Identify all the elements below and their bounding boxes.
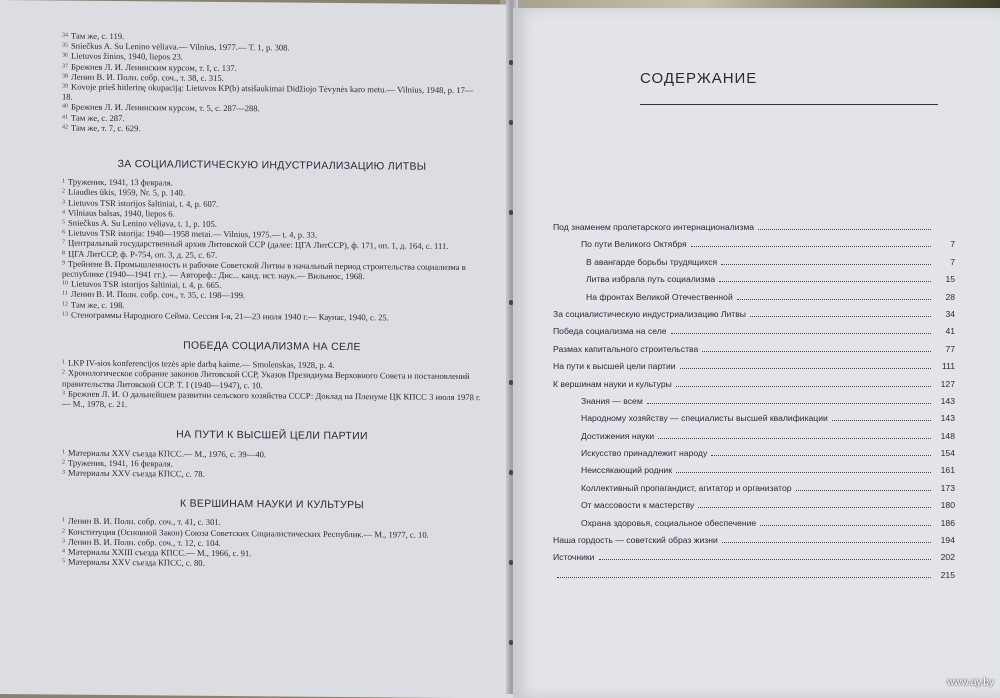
toc-leader bbox=[557, 570, 931, 578]
toc-leader bbox=[658, 431, 931, 439]
endnote-number: 8 bbox=[62, 250, 65, 257]
endnote-number: 2 bbox=[62, 528, 65, 535]
toc-entry bbox=[553, 483, 955, 500]
endnote-number: 2 bbox=[62, 459, 65, 466]
endnote-number: 3 bbox=[62, 538, 65, 545]
toc-entry bbox=[553, 431, 955, 448]
toc-entry-title: В авангарде борьбы трудящихся bbox=[586, 256, 718, 267]
toc-entry bbox=[553, 326, 955, 343]
endnote-number: 3 bbox=[62, 199, 65, 206]
toc-leader bbox=[680, 361, 931, 369]
toc-leader bbox=[832, 413, 931, 421]
endnote-number: 36 bbox=[62, 52, 68, 59]
toc-entry-title: На пути к высшей цели партии bbox=[553, 361, 676, 372]
endnote-text: Lietuvos TSR istorijos šaltiniai, t. 4, p. 665. bbox=[71, 278, 222, 291]
endnote-text: Материалы XXIII съезда КПСС.— М., 1966, с. 91. bbox=[68, 546, 252, 559]
toc-leader bbox=[719, 274, 931, 282]
endnote-text: Lietuvos TSR istorija: 1940—1958 metai.— Vilnius, 1975.— t. 4, p. 33. bbox=[68, 227, 318, 241]
endnote-text: Lietuvos žinios, 1940, liepos 23. bbox=[71, 51, 183, 63]
page-title: СОДЕРЖАНИЕ bbox=[640, 70, 758, 87]
endnote-number: 34 bbox=[62, 32, 68, 39]
toc-entry-title: Коллективный пропагандист, агитатор и организатор bbox=[581, 482, 792, 493]
toc-entry-title: Размах капитального строительства bbox=[553, 343, 699, 354]
toc-entry bbox=[553, 552, 955, 569]
section-heading-party-goal: НА ПУТИ К ВЫСШЕЙ ЦЕЛИ ПАРТИИ bbox=[176, 428, 368, 443]
toc-entry bbox=[553, 222, 955, 239]
toc-entry-title: Литва избрала путь социализма bbox=[586, 274, 716, 285]
toc-entry-title: Знания — всем bbox=[581, 395, 643, 406]
toc-entry bbox=[553, 309, 955, 326]
toc-entry-title: Неиссякающий родник bbox=[581, 465, 672, 476]
endnote-number: 38 bbox=[62, 73, 68, 80]
endnote-text: LKP IV-sios konferencijos tezės apie darbą kaime.— Smolenskas, 1928, p. 4. bbox=[68, 357, 335, 371]
endnote-text: Ленин В. И. Полн. собр. соч., т. 41, с. 301. bbox=[68, 515, 221, 528]
endnote-text: Там же, с. 198. bbox=[71, 299, 125, 310]
toc-entry-title: Наша гордость — советский образ жизни bbox=[553, 535, 718, 546]
toc-entry-title: На фронтах Великой Отечественной bbox=[586, 291, 733, 302]
toc-entry-page: 154 bbox=[940, 448, 955, 459]
toc-entry-title: Искусство принадлежит народу bbox=[581, 448, 708, 459]
toc-leader bbox=[760, 518, 931, 526]
toc-entry-title: Источники bbox=[553, 552, 595, 563]
endnote-text: Труженик, 1941, 16 февраля. bbox=[68, 457, 173, 469]
section-heading-village: ПОБЕДА СОЦИАЛИЗМА НА СЕЛЕ bbox=[183, 339, 361, 354]
toc-entry-title: Победа социализма на селе bbox=[553, 326, 667, 337]
toc-entry bbox=[553, 518, 955, 535]
toc-leader bbox=[758, 222, 931, 230]
toc-entry-page: 202 bbox=[940, 552, 955, 563]
toc-entry bbox=[553, 344, 955, 361]
toc-entry-page: 28 bbox=[945, 291, 955, 302]
endnote-number: 37 bbox=[62, 63, 68, 70]
toc-entry-page: 15 bbox=[945, 274, 955, 285]
toc-entry-page: 34 bbox=[945, 308, 955, 319]
toc-entry bbox=[553, 379, 955, 396]
endnote-number: 42 bbox=[62, 124, 68, 131]
endnote-number: 2 bbox=[62, 188, 65, 196]
endnote-number: 3 bbox=[62, 469, 65, 476]
toc-leader bbox=[698, 500, 931, 508]
endnote bbox=[62, 388, 482, 412]
endnote-text: Брежнев Л. И. Ленинским курсом, т. 5, с. 287—288. bbox=[71, 102, 260, 114]
endnote-text: Kovoje prieš hitlerinę okupaciją: Lietuvos KP(b) atsišaukimai Didžiojo Tėvynės karo metu.— Vilnius, 1948, p. 17—18. bbox=[62, 81, 474, 102]
endnote-number: 2 bbox=[62, 370, 65, 377]
toc-leader bbox=[647, 396, 931, 404]
endnote-text: Конституция (Основной Закон) Союза Советских Социалистических Республик.— М., 1977, с. 10. bbox=[68, 526, 429, 540]
toc-entry bbox=[553, 448, 955, 465]
title-rule bbox=[640, 104, 938, 105]
endnote-number: 4 bbox=[62, 209, 65, 216]
notes-party-goal bbox=[62, 447, 482, 481]
endnote-number: 1 bbox=[62, 517, 65, 524]
toc-entry-title: Народному хозяйству — специалисты высшей квалификации bbox=[581, 413, 828, 424]
endnote-text: Sniečkus A. Su Lenino vėliava.— Vilnius, 1977.— T. 1, p. 308. bbox=[71, 40, 290, 53]
endnote-text: Центральный государственный архив Литовской ССР (далее: ЦГА ЛитССР), ф. 171, оп. 1, д. 164, с. 111. bbox=[68, 238, 449, 252]
endnote-number: 3 bbox=[62, 390, 65, 397]
watermark: www.ay.by bbox=[946, 677, 994, 688]
endnote-text: Брежнев Л. И. Ленинским курсом, т. I, с. 137. bbox=[71, 61, 237, 73]
endnote-text: Брежнев Л. И. О дальнейшем развитии сельского хозяйства СССР: Доклад на Пленуме ЦК КПСС 3 июля 1978 г. — М., 1978, с. 21. bbox=[62, 388, 481, 410]
endnote-number: 35 bbox=[62, 42, 68, 49]
toc-entry bbox=[553, 570, 955, 587]
endnote-number: 5 bbox=[62, 558, 65, 565]
toc-entry-page: 143 bbox=[940, 395, 955, 406]
endnote-number: 5 bbox=[62, 219, 65, 226]
toc-leader bbox=[750, 309, 931, 317]
endnotes-block bbox=[62, 1, 482, 571]
toc-entry bbox=[553, 361, 955, 378]
toc-entry bbox=[553, 396, 955, 413]
toc-leader bbox=[671, 326, 931, 334]
toc-leader bbox=[599, 552, 932, 560]
endnote-text: Материалы XXV съезда КПСС, с. 78. bbox=[68, 467, 205, 479]
toc-entry-title: За социалистическую индустриализацию Литвы bbox=[553, 308, 746, 319]
endnote-text: ЦГА ЛитССР, ф. Р-754, оп. 3, д. 25, с. 67. bbox=[68, 248, 218, 260]
toc-entry bbox=[553, 500, 955, 517]
toc-leader bbox=[676, 379, 931, 387]
endnote-text: Vilniaus balsas, 1940, liepos 6. bbox=[68, 207, 175, 219]
endnote-text: Трейнене В. Промышленность и рабочие Советской Литвы в начальный период строительства социализма в республике (1940—1941 гг.). — Автореф.: Дис... канд. ист. наук.— Вильнюс, 1968. bbox=[62, 258, 466, 282]
endnote-number: 13 bbox=[62, 311, 68, 318]
notes-industrialization bbox=[62, 177, 482, 324]
toc-entry-title: От массовости к мастерству bbox=[581, 500, 695, 511]
endnote-text: Труженик, 1941, 13 февраля. bbox=[68, 176, 173, 188]
endnote-number: 6 bbox=[62, 229, 65, 236]
endnote-text: Ленин В. И. Полн. собр. соч., т. 35, с. 198—199. bbox=[70, 289, 246, 301]
toc-leader bbox=[691, 239, 931, 247]
toc-entry-page: 7 bbox=[950, 239, 955, 250]
endnote-text: Материалы XXV съезда КПСС.— М., 1976, с. 39—40. bbox=[68, 447, 267, 459]
endnote-text: Там же, с. 287. bbox=[71, 112, 125, 123]
endnote-text: Там же, с. 119. bbox=[71, 30, 125, 42]
endnote-number: 10 bbox=[62, 280, 68, 287]
endnote-text: Материалы XXV съезда КПСС, с. 80. bbox=[68, 556, 205, 568]
endnote-number: 9 bbox=[62, 260, 65, 267]
toc-entry-page: 77 bbox=[945, 343, 955, 354]
toc-entry bbox=[553, 257, 955, 274]
toc-leader bbox=[722, 535, 931, 543]
toc-entry-title: По пути Великого Октября bbox=[581, 239, 687, 250]
endnote-number: 1 bbox=[62, 178, 65, 185]
toc-leader bbox=[702, 344, 931, 352]
toc-entry bbox=[553, 465, 955, 482]
toc-entry-title: Достижения науки bbox=[581, 430, 655, 441]
toc-entry-page: 215 bbox=[940, 569, 955, 580]
notes-top bbox=[62, 31, 482, 137]
toc-entry-page: 194 bbox=[940, 535, 955, 546]
endnote-number: 12 bbox=[62, 301, 68, 308]
endnote-number: 11 bbox=[62, 291, 68, 298]
toc-leader bbox=[737, 292, 931, 300]
toc-entry-title: К вершинам науки и культуры bbox=[553, 378, 672, 389]
endnote-text: Стенограммы Народного Сейма. Сессия I-я, 21—23 июля 1940 г.— Каунас, 1940, с. 25. bbox=[71, 309, 389, 323]
toc-entry bbox=[553, 413, 955, 430]
toc-leader bbox=[711, 448, 931, 456]
toc-leader bbox=[721, 257, 931, 265]
endnote-text: Sniečkus A. Su Lenino vėliava, t. 1, p. 105. bbox=[68, 217, 217, 229]
endnote-text: Там же, т. 7, с. 629. bbox=[71, 122, 141, 134]
endnote-number: 40 bbox=[62, 103, 68, 111]
notes-science bbox=[62, 516, 482, 571]
toc-entry-page: 127 bbox=[940, 378, 955, 389]
toc-leader bbox=[796, 483, 931, 491]
endnote-number: 7 bbox=[62, 239, 65, 247]
section-heading-industrialization: ЗА СОЦИАЛИСТИЧЕСКУЮ ИНДУСТРИАЛИЗАЦИЮ ЛИТВЫ bbox=[117, 158, 427, 173]
toc-entry-page: 111 bbox=[941, 361, 955, 372]
endnote-text: Ленин В. И. Полн. собр. соч., т. 12, с. 104. bbox=[68, 536, 221, 548]
endnote-text: Liaudies ūkis, 1959, Nr. 5, p. 140. bbox=[68, 187, 185, 199]
toc-entry-page: 173 bbox=[940, 482, 955, 493]
endnote-text: Lietuvos TSR istorijos šaltiniai, t. 4, p. 607. bbox=[68, 197, 219, 209]
toc-entry-page: 148 bbox=[940, 430, 955, 441]
toc-entry-page: 143 bbox=[940, 413, 955, 424]
endnote-text: Ленин В. И. Полн. собр. соч., т. 38, с. 315. bbox=[71, 71, 224, 83]
toc-entry-page: 186 bbox=[940, 517, 955, 528]
toc-leader bbox=[676, 465, 931, 473]
toc-entry-title: Под знаменем пролетарского интернационализма bbox=[553, 222, 755, 232]
endnote-number: 1 bbox=[62, 359, 65, 366]
toc-entry-page: 7 bbox=[950, 256, 955, 267]
toc-entry-page: 161 bbox=[940, 465, 955, 476]
toc-entry-title: Охрана здоровья, социальное обеспечение bbox=[581, 517, 757, 528]
toc-entry bbox=[553, 239, 955, 256]
endnote-number: 41 bbox=[62, 114, 68, 121]
endnote-number: 39 bbox=[62, 83, 68, 90]
notes-village bbox=[62, 358, 482, 413]
section-heading-science: К ВЕРШИНАМ НАУКИ И КУЛЬТУРЫ bbox=[179, 497, 365, 512]
endnote-number: 4 bbox=[62, 548, 65, 555]
toc-entry bbox=[553, 535, 955, 552]
toc-entry bbox=[553, 292, 955, 309]
endnote-number: 1 bbox=[62, 449, 65, 456]
toc-entry-page: 41 bbox=[945, 326, 955, 337]
toc-entry-page: 180 bbox=[940, 500, 955, 511]
table-of-contents bbox=[553, 222, 955, 587]
endnote-text: Хронологическое собрание законов Литовской ССР, Указов Президиума Верховного Совета и постановлений правительства Литовской ССР. Т. I (1940—1947), с. 10. bbox=[62, 368, 470, 390]
toc-entry bbox=[553, 274, 955, 291]
